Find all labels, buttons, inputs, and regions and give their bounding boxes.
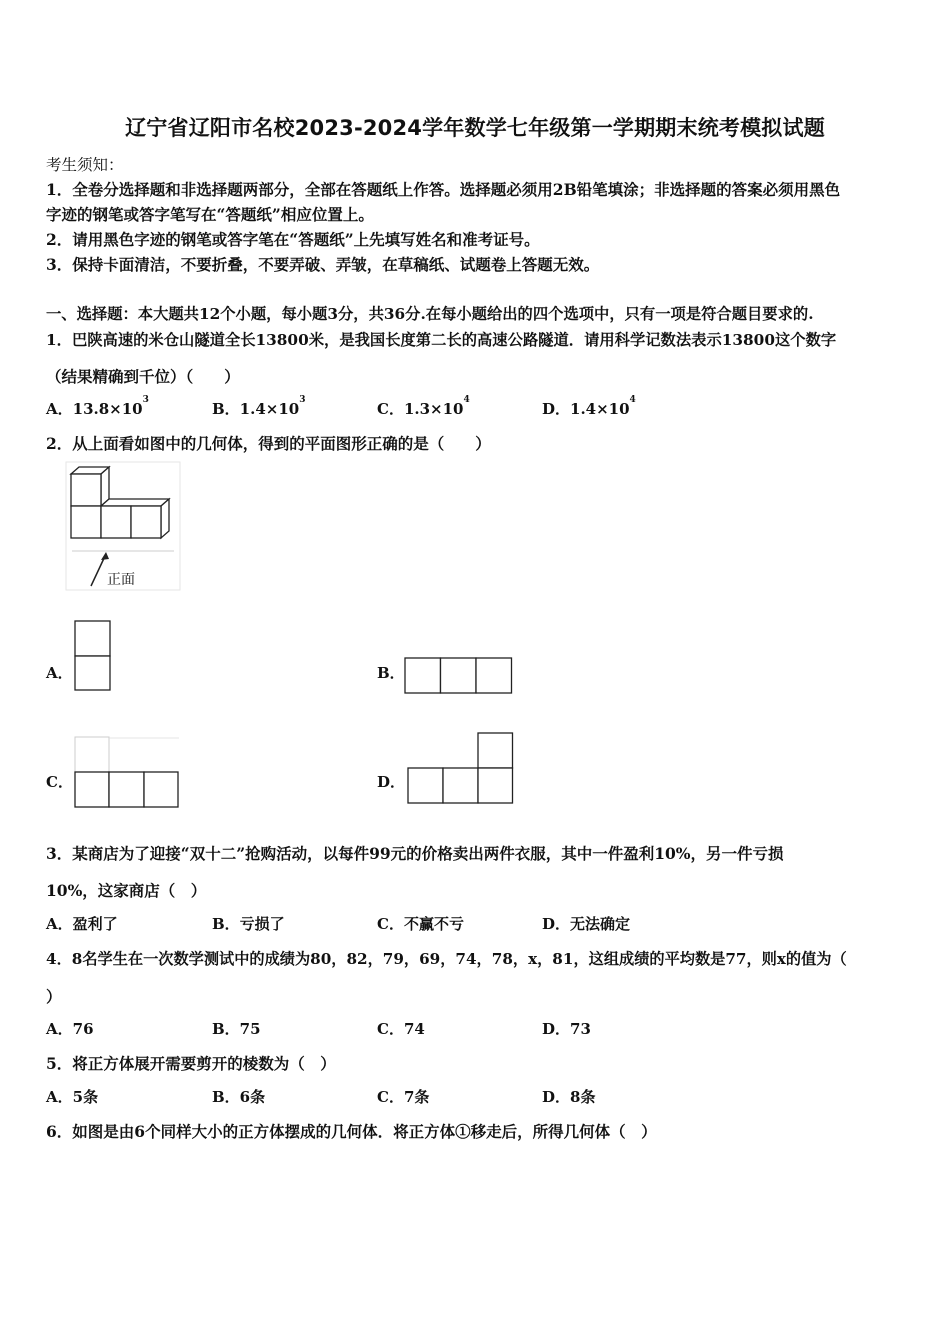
q4-option-b[interactable]: B．75 (212, 1020, 261, 1038)
q5-option-b[interactable]: B．6条 (212, 1088, 266, 1106)
q1-line1: 1．巴陕高速的米仓山隧道全长13800米，是我国长度第二长的高速公路隧道．请用科学记数法表示13800这个数字 (46, 331, 837, 349)
notice-item-1: 1．全卷分选择题和非选择题两部分，全部在答题纸上作答。选择题必须用2B铅笔填涂；非选择题的答案必须用黑色 (46, 180, 841, 199)
q2-text: 2．从上面看如图中的几何体，得到的平面图形正确的是（ ） (46, 434, 491, 453)
q1-option-a[interactable]: A．$13.8\times 10^3$ (46, 395, 149, 418)
q2-option-a-figure[interactable] (75, 621, 111, 691)
q1-option-d[interactable]: D．$1.4\times 10^4$ (542, 395, 636, 418)
q4-option-a[interactable]: A．76 (46, 1020, 94, 1038)
notice-heading: 考生须知： (46, 156, 124, 174)
q4-option-d[interactable]: D．73 (542, 1020, 591, 1038)
q1-line2: （结果精确到千位）（ ） (46, 367, 240, 386)
page-title: 辽宁省辽阳市名校2023-2024学年数学七年级第一学期期末统考模拟试题 (125, 116, 825, 140)
q3-line2: 10%，这家商店（ ） (46, 881, 207, 900)
q2-option-b-figure[interactable] (405, 658, 513, 694)
q1-option-b[interactable]: B．$1.4\times 10^3$ (212, 395, 306, 418)
q2-option-d-label[interactable]: D． (377, 773, 406, 791)
q5-text: 5．将正方体展开需要剪开的棱数为（ ） (46, 1054, 336, 1073)
q2-option-b-label[interactable]: B． (377, 664, 405, 682)
section-heading: 一、选择题：本大题共12个小题，每小题3分，共36分.在每小题给出的四个选项中，只有一项是符合题目要求的. (46, 305, 814, 323)
q4-option-c[interactable]: C．74 (377, 1020, 425, 1038)
q4-line1: 4．8名学生在一次数学测试中的成绩为80，82，79，69，74，78，x，81，这组成绩的平均数是77，则x的值为（ (46, 950, 847, 968)
q4-line2: ） (46, 987, 62, 1006)
q3-option-d[interactable]: D．无法确定 (542, 915, 631, 933)
q5-option-c[interactable]: C．7条 (377, 1088, 430, 1106)
q2-option-a-label[interactable]: A． (46, 664, 73, 682)
q5-option-d[interactable]: D．8条 (542, 1088, 596, 1106)
q2-option-c-figure[interactable] (75, 737, 180, 809)
q3-line1: 3．某商店为了迎接“双十二”抢购活动，以每件99元的价格卖出两件衣服，其中一件盈利10%，另一件亏损 (46, 844, 784, 863)
q3-option-a[interactable]: A．盈利了 (46, 915, 118, 933)
notice-item-1-cont: 字迹的钢笔或答字笔写在“答题纸”相应位置上。 (46, 205, 374, 224)
q1-option-c[interactable]: C．$1.3\times 10^4$ (377, 395, 470, 418)
notice-item-2: 2．请用黑色字迹的钢笔或答字笔在“答题纸”上先填写姓名和准考证号。 (46, 230, 540, 249)
q5-option-a[interactable]: A．5条 (46, 1088, 99, 1106)
q3-option-b[interactable]: B．亏损了 (212, 915, 285, 933)
q6-text: 6．如图是由6个同样大小的正方体摆成的几何体．将正方体①移走后，所得几何体（ ） (46, 1122, 657, 1141)
q2-option-c-label[interactable]: C． (46, 773, 73, 791)
q2-option-d-figure[interactable] (408, 733, 514, 805)
q2-figure-label: 正面 (107, 572, 135, 588)
q3-option-c[interactable]: C．不赢不亏 (377, 915, 464, 933)
notice-item-3: 3．保持卡面清洁，不要折叠，不要弄破、弄皱，在草稿纸、试题卷上答题无效。 (46, 255, 600, 274)
